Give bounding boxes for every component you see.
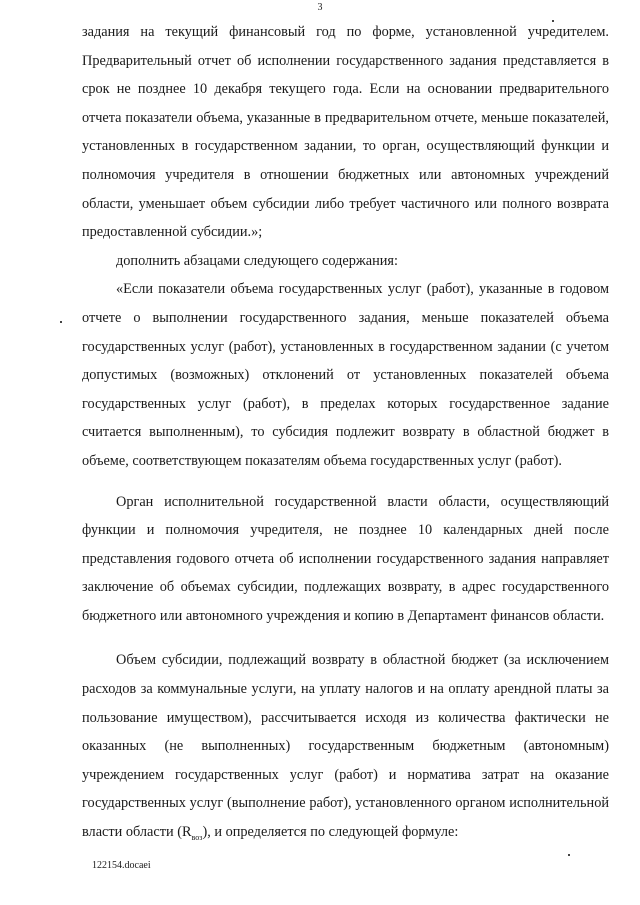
paragraph-amendment-intro: дополнить абзацами следующего содержания:	[116, 252, 398, 269]
footer-filename: 122154.docaei	[92, 860, 151, 871]
document-body	[82, 18, 609, 847]
scan-mark	[60, 321, 62, 323]
formula-symbol: R	[182, 824, 192, 841]
paragraph-refund-condition: «Если показатели объема государственных услуг (работ), указанные в годовом отчете о выполнении государственного задания, меньше показателей объема государственных услуг (работ), установленных в государственном задании (с учетом допустимых (возможных) отклонений от установленных показателей объема государственных услуг (работ), в пределах которых государственное задание считается выполненным), то субсидия подлежит возврату в областной бюджет в объеме, соответствующем показателям объема государственных услуг (работ).	[82, 281, 609, 469]
paragraph-spacing	[82, 476, 609, 488]
calculation-text: Объем субсидии, подлежащий возврату в областной бюджет (за исключением расходов за коммунальные услуги, на уплату налогов и на оплату арендной платы за пользование имуществом), рассчитывается исходя из количества фактически не оказанных (не выполненных) государственным бюджетным (автономным) учреждением государственных услуг (работ) и норматива затрат на оказание государственных услуг (выполнение работ), установленного органом исполнительной власти области (	[82, 652, 609, 841]
paragraph-conclusion: Орган исполнительной государственной власти области, осуществляющий функции и полномочия учредителя, не позднее 10 календарных дней после представления годового отчета об исполнении государственного задания направляет заключение об объемах субсидии, подлежащих возврату, в адрес государственного бюджетного или автономного учреждения и копию в Департамент финансов области.	[82, 493, 609, 624]
paragraph-refund-calculation	[82, 646, 609, 846]
scan-mark	[568, 854, 570, 856]
page-number: 3	[317, 2, 323, 13]
calculation-tail: ), и определяется по следующей формуле:	[202, 824, 459, 841]
formula-subscript: воз	[191, 832, 203, 842]
paragraph-continuation: задания на текущий финансовый год по форме, установленной учредителем. Предварительный отчет об исполнении государственного задания представляется в срок не позднее 10 декабря текущего года. Если на основании предварительного отчета показатели объема, указанные в предварительном отчете, меньше показателей, установленных в государственном задании, то орган, осуществляющий функции и полномочия учредителя в отношении бюджетных или автономных учреждений области, уменьшает объем субсидии либо требует частичного или полного возврата предоставленной субсидии.»;	[82, 24, 609, 241]
paragraph-spacing	[82, 630, 609, 646]
